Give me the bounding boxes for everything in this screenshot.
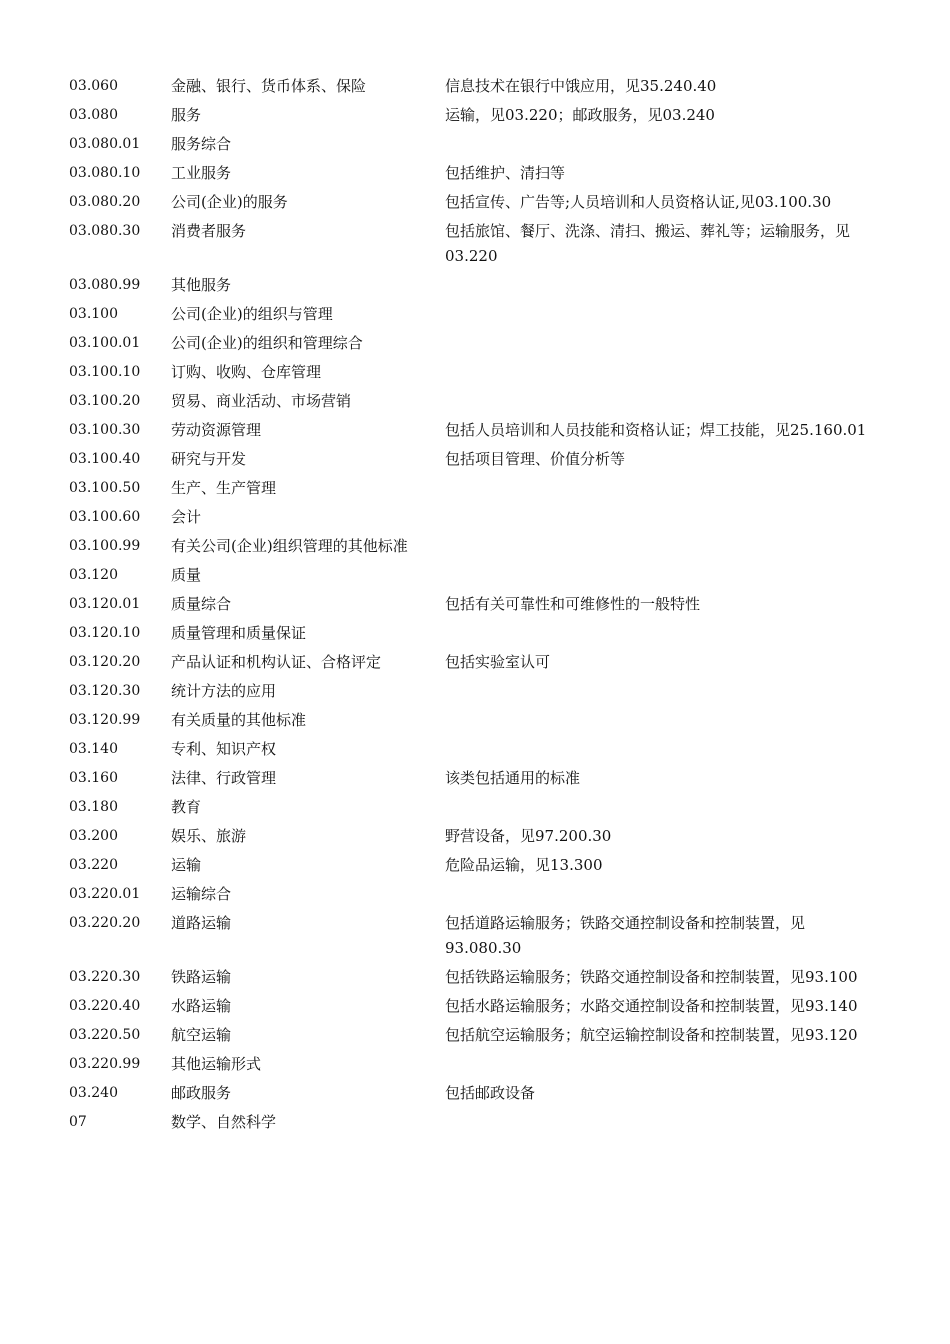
row-name: 数学、自然科学 bbox=[171, 1113, 277, 1131]
row-note: 包括项目管理、价值分析等 bbox=[445, 450, 626, 468]
row-name: 铁路运输 bbox=[171, 968, 232, 986]
table-row bbox=[69, 822, 889, 851]
row-code: 03.100.30 bbox=[69, 422, 141, 438]
table-row bbox=[69, 706, 889, 735]
row-code: 03.120 bbox=[69, 567, 118, 583]
row-note bbox=[445, 505, 877, 530]
row-note bbox=[445, 1110, 877, 1135]
table-row bbox=[69, 677, 889, 706]
row-code: 03.160 bbox=[69, 770, 118, 786]
table-row bbox=[69, 387, 889, 416]
row-name: 其他运输形式 bbox=[171, 1055, 262, 1073]
row-note bbox=[445, 795, 877, 820]
row-name: 水路运输 bbox=[171, 997, 232, 1015]
table-row bbox=[69, 963, 889, 992]
row-code: 03.180 bbox=[69, 799, 118, 815]
table-row bbox=[69, 1021, 889, 1050]
row-note bbox=[445, 476, 877, 501]
table-row bbox=[69, 130, 889, 159]
row-note bbox=[445, 621, 877, 646]
row-name: 服务综合 bbox=[171, 135, 232, 153]
row-code: 03.220.01 bbox=[69, 886, 141, 902]
row-note bbox=[445, 302, 877, 327]
row-code: 03.080.99 bbox=[69, 277, 141, 293]
table-row bbox=[69, 793, 889, 822]
table-row bbox=[69, 217, 889, 271]
row-note bbox=[445, 273, 877, 298]
row-name: 有关公司(企业)组织管理的其他标准 bbox=[171, 537, 408, 555]
row-name: 研究与开发 bbox=[171, 450, 247, 468]
row-note: 运输，见03.220；邮政服务，见03.240 bbox=[445, 106, 715, 124]
row-name: 教育 bbox=[171, 798, 202, 816]
table-row bbox=[69, 909, 889, 963]
row-name: 娱乐、旅游 bbox=[171, 827, 247, 845]
row-name: 公司(企业)的组织与管理 bbox=[171, 305, 333, 323]
row-code: 03.120.99 bbox=[69, 712, 141, 728]
table-row bbox=[69, 532, 889, 561]
row-name: 法律、行政管理 bbox=[171, 769, 277, 787]
row-code: 03.240 bbox=[69, 1085, 118, 1101]
row-note bbox=[445, 737, 877, 762]
row-note: 危险品运输，见13.300 bbox=[445, 856, 603, 874]
row-note: 野营设备，见97.200.30 bbox=[445, 827, 612, 845]
row-code: 03.220.20 bbox=[69, 915, 141, 931]
table-row bbox=[69, 358, 889, 387]
table-row bbox=[69, 992, 889, 1021]
row-code: 03.100.01 bbox=[69, 335, 141, 351]
table-row bbox=[69, 561, 889, 590]
row-code: 03.220.50 bbox=[69, 1027, 141, 1043]
row-name: 有关质量的其他标准 bbox=[171, 711, 307, 729]
row-note: 包括人员培训和人员技能和资格认证；焊工技能，见25.160.01 bbox=[445, 421, 867, 439]
row-note: 包括实验室认可 bbox=[445, 653, 551, 671]
row-code: 03.100.10 bbox=[69, 364, 141, 380]
row-name: 统计方法的应用 bbox=[171, 682, 277, 700]
row-name: 运输综合 bbox=[171, 885, 232, 903]
row-note bbox=[445, 360, 877, 385]
row-note: 包括旅馆、餐厅、洗涤、清扫、搬运、葬礼等；运输服务，见03.220 bbox=[445, 222, 851, 265]
table-row bbox=[69, 474, 889, 503]
row-note: 包括铁路运输服务；铁路交通控制设备和控制装置，见93.100 bbox=[445, 968, 858, 986]
row-code: 03.220.99 bbox=[69, 1056, 141, 1072]
row-code: 03.120.10 bbox=[69, 625, 141, 641]
row-note bbox=[445, 882, 877, 907]
table-row bbox=[69, 764, 889, 793]
row-name: 贸易、商业活动、市场营销 bbox=[171, 392, 352, 410]
row-code: 03.080.10 bbox=[69, 165, 141, 181]
row-name: 工业服务 bbox=[171, 164, 232, 182]
table-row bbox=[69, 72, 889, 101]
row-name: 公司(企业)的服务 bbox=[171, 193, 288, 211]
row-note bbox=[445, 534, 877, 559]
table-row bbox=[69, 590, 889, 619]
row-code: 07 bbox=[69, 1114, 87, 1130]
row-name: 质量综合 bbox=[171, 595, 232, 613]
table-row bbox=[69, 648, 889, 677]
classification-table bbox=[69, 72, 889, 1137]
row-note: 包括维护、清扫等 bbox=[445, 164, 566, 182]
row-note bbox=[445, 708, 877, 733]
row-note: 包括道路运输服务；铁路交通控制设备和控制装置，见93.080.30 bbox=[445, 914, 806, 957]
row-code: 03.140 bbox=[69, 741, 118, 757]
row-code: 03.080.20 bbox=[69, 194, 141, 210]
table-row bbox=[69, 503, 889, 532]
table-row bbox=[69, 445, 889, 474]
table-row bbox=[69, 851, 889, 880]
table-row bbox=[69, 271, 889, 300]
row-name: 产品认证和机构认证、合格评定 bbox=[171, 653, 382, 671]
row-note bbox=[445, 563, 877, 588]
row-code: 03.060 bbox=[69, 78, 118, 94]
row-code: 03.100.60 bbox=[69, 509, 141, 525]
row-note bbox=[445, 679, 877, 704]
row-name: 邮政服务 bbox=[171, 1084, 232, 1102]
row-note: 信息技术在银行中饿应用，见35.240.40 bbox=[445, 77, 717, 95]
row-note: 该类包括通用的标准 bbox=[445, 769, 581, 787]
row-code: 03.100.40 bbox=[69, 451, 141, 467]
row-code: 03.100 bbox=[69, 306, 118, 322]
table-row bbox=[69, 101, 889, 130]
row-code: 03.120.30 bbox=[69, 683, 141, 699]
row-note: 包括邮政设备 bbox=[445, 1084, 536, 1102]
row-code: 03.120.20 bbox=[69, 654, 141, 670]
row-note bbox=[445, 389, 877, 414]
table-row bbox=[69, 880, 889, 909]
row-code: 03.100.50 bbox=[69, 480, 141, 496]
row-name: 金融、银行、货币体系、保险 bbox=[171, 77, 367, 95]
table-row bbox=[69, 1108, 889, 1137]
table-row bbox=[69, 619, 889, 648]
row-name: 其他服务 bbox=[171, 276, 232, 294]
row-name: 会计 bbox=[171, 508, 202, 526]
table-row bbox=[69, 188, 889, 217]
table-row bbox=[69, 159, 889, 188]
row-name: 质量 bbox=[171, 566, 202, 584]
row-code: 03.220 bbox=[69, 857, 118, 873]
row-name: 生产、生产管理 bbox=[171, 479, 277, 497]
row-name: 劳动资源管理 bbox=[171, 421, 262, 439]
row-note: 包括航空运输服务；航空运输控制设备和控制装置，见93.120 bbox=[445, 1026, 858, 1044]
table-row bbox=[69, 1079, 889, 1108]
table-row bbox=[69, 735, 889, 764]
table-row bbox=[69, 300, 889, 329]
row-note: 包括宣传、广告等;人员培训和人员资格认证,见03.100.30 bbox=[445, 193, 832, 211]
row-note bbox=[445, 1052, 877, 1077]
row-note bbox=[445, 132, 877, 157]
row-code: 03.200 bbox=[69, 828, 118, 844]
row-name: 航空运输 bbox=[171, 1026, 232, 1044]
row-code: 03.080.01 bbox=[69, 136, 141, 152]
row-code: 03.220.40 bbox=[69, 998, 141, 1014]
row-note: 包括水路运输服务；水路交通控制设备和控制装置，见93.140 bbox=[445, 997, 858, 1015]
row-name: 服务 bbox=[171, 106, 202, 124]
table-row bbox=[69, 1050, 889, 1079]
row-name: 消费者服务 bbox=[171, 222, 247, 240]
table-row bbox=[69, 416, 889, 445]
row-name: 质量管理和质量保证 bbox=[171, 624, 307, 642]
row-name: 道路运输 bbox=[171, 914, 232, 932]
table-row bbox=[69, 329, 889, 358]
row-name: 专利、知识产权 bbox=[171, 740, 277, 758]
row-code: 03.100.99 bbox=[69, 538, 141, 554]
row-name: 运输 bbox=[171, 856, 202, 874]
row-code: 03.080.30 bbox=[69, 223, 141, 239]
row-name: 公司(企业)的组织和管理综合 bbox=[171, 334, 363, 352]
row-note: 包括有关可靠性和可维修性的一般特性 bbox=[445, 595, 701, 613]
row-name: 订购、收购、仓库管理 bbox=[171, 363, 322, 381]
row-code: 03.120.01 bbox=[69, 596, 141, 612]
row-code: 03.080 bbox=[69, 107, 118, 123]
row-note bbox=[445, 331, 877, 356]
row-code: 03.100.20 bbox=[69, 393, 141, 409]
row-code: 03.220.30 bbox=[69, 969, 141, 985]
